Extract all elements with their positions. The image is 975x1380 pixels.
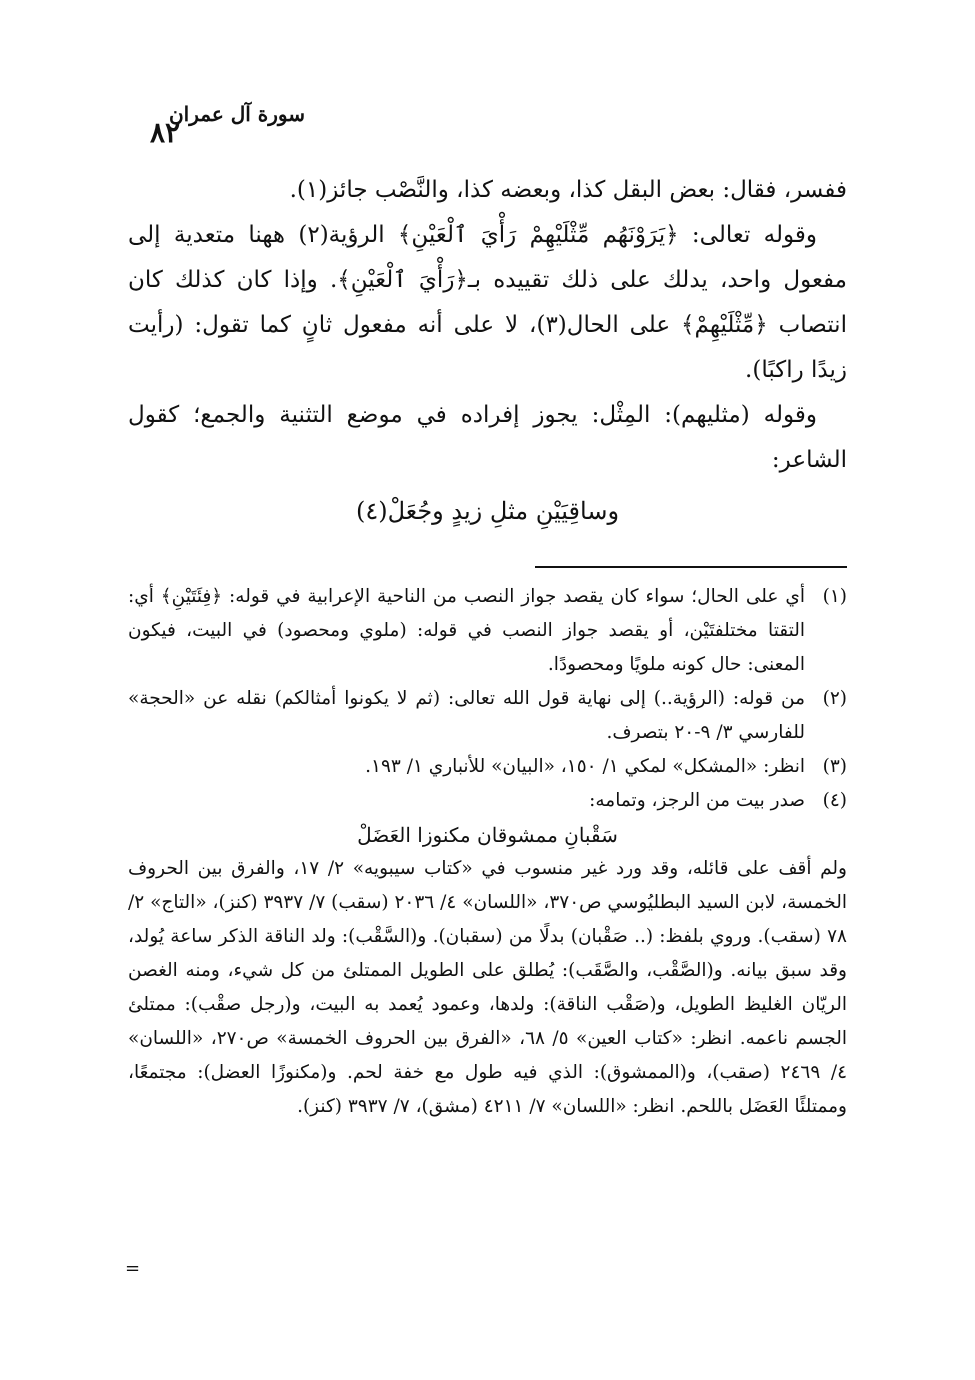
page-number: ٨٢: [150, 116, 181, 149]
footnote-text: أي على الحال؛ سواء كان يقصد جواز النصب من الناحية الإعرابية في قوله: ﴿فِئَتَيْنِ﴾ أي: التقتا مختلفتَيْن، أو يقصد جواز النصب في قوله: (ملوي ومحصود) في البيت، فيكون المعنى: حال كونه ملويًا ومحصودًا.: [128, 586, 805, 675]
footnotes: [128, 580, 847, 1124]
footnote-number: (٤): [822, 790, 847, 811]
paragraph-2: وقوله تعالى: ﴿يَرَوْنَهُم مِّثْلَيْهِمْ رَأْيَ ٱلْعَيْنِ﴾ الرؤية(٢) ههنا متعدية إلى مفعول واحد، يدلك على ذلك تقييده بـ﴿رَأْيَ ٱلْعَيْنِ﴾. وإذا كان كذلك كان انتصاب ﴿مِّثْلَيْهِمْ﴾ على الحال(٣)، لا على أنه مفعول ثانٍ كما تقول: (رأيت زيدًا راكبًا).: [128, 222, 847, 383]
poetry-verse: وساقِيَيْنِ مثلِ زيدٍ وجُعَلْ(٤): [355, 497, 620, 525]
footnote-number: (٢): [822, 688, 847, 709]
main-text: [128, 168, 847, 534]
footnote-1: [128, 580, 847, 682]
footnote-number: (٣): [822, 756, 847, 777]
footnote-text: من قوله: (الرؤية..) إلى نهاية قول الله تعالى: (ثم لا يكونوا أمثالكم) نقله عن «الحجة» للفارسي ٣/ ٩-٢٠ بتصرف.: [128, 688, 805, 743]
footnote-2: [128, 682, 847, 750]
footnote-4: [128, 784, 847, 818]
footnote-number: (١): [822, 586, 847, 607]
footnote-text: انظر: «المشكل» لمكي ١/ ١٥٠، «البيان» للأنباري ١/ ١٩٣.: [365, 756, 805, 777]
footnote-divider: [535, 566, 847, 568]
paragraph-3: وقوله (مثليهم): المِثْل: يجوز إفراده في موضع التثنية والجمع؛ كقول الشاعر:: [128, 402, 847, 473]
running-header-title: سورة آل عمران: [168, 102, 305, 126]
continuation-mark: =: [125, 1258, 141, 1279]
footnote-4-half-verse: سَقْبانِ ممشوقان مكنوزا العَضَلْ: [357, 823, 618, 847]
footnote-3: [128, 750, 847, 784]
footnote-4-continuation: ولم أقف على قائله، وقد ورد غير منسوب في «كتاب سيبويه» ٢/ ١٧، والفرق بين الحروف الخمسة، لابن السيد البطليُوسي ص٣٧٠، «اللسان» ٤/ ٢٠٣٦ (سقب) ٧/ ٣٩٣٧ (كنز)، «التاج» ٢/ ٧٨ (سقب). وروي بلفظ: (.. صَقْبان) بدلًا من (سقبان). و(السَّقْب): ولد الناقة الذكر ساعة يُولد، وقد سبق بيانه. و(الصَّقْب، والصَّقَب): يُطلق على الطويل الممتلئ من كل شيء، ومنه الغصن الريّان الغليظ الطويل، و(صَقْب الناقة): ولدها، وعمود يُعمد به البيت، و(رجل صقْب): ممتلئ الجسم ناعمه. انظر: «كتاب العين» ٥/ ٦٨، «الفرق بين الحروف الخمسة» ص٢٧٠، «اللسان» ٤/ ٢٤٦٩ (صقب)، و(الممشوق): الذي فيه طول مع خفة لحم. و(مكنوزًا العضل): مجتمعًا، وممتلئًا العَضَل باللحم. انظر: «اللسان» ٧/ ٤٢١١ (مشق)، ٧/ ٣٩٣٧ (كنز).: [128, 858, 847, 1117]
footnote-text: صدر بيت من الرجز، وتمامه:: [589, 790, 805, 811]
paragraph-1: ففسر، فقال: بعض البقل كذا، وبعضه كذا، والنَّصْب جائز(١).: [289, 177, 847, 203]
